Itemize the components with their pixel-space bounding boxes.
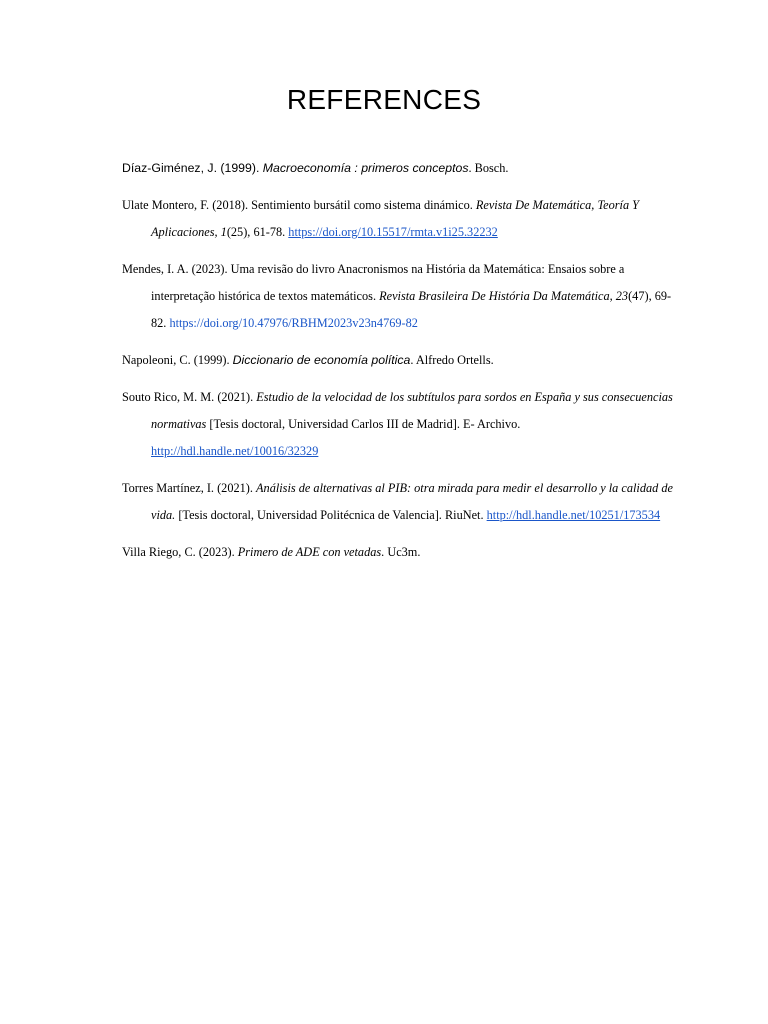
reference-title: Diccionario de economía política xyxy=(232,353,411,367)
reference-item xyxy=(122,256,678,337)
reference-title: Análisis de alternativas al PIB: otra mirada para medir el desarrollo y la calidad de vida. xyxy=(151,481,673,522)
page-title: REFERENCES xyxy=(286,84,482,115)
reference-publisher: . Alfredo Ortells. xyxy=(410,353,494,367)
reference-publisher: . Uc3m. xyxy=(381,545,421,559)
reference-journal: Revista Brasileira De História Da Matemática, 23 xyxy=(379,289,629,303)
reference-author-year: Díaz-Giménez, J. (1999). xyxy=(122,161,263,175)
reference-publisher: [Tesis doctoral, Universidad Politécnica de Valencia]. RiuNet. xyxy=(175,508,487,522)
reference-item xyxy=(122,475,678,529)
reference-title: Primero de ADE con vetadas xyxy=(237,545,382,559)
reference-author-year: Torres Martínez, I. (2021). xyxy=(122,481,257,495)
reference-list xyxy=(122,155,678,576)
reference-doi-link[interactable]: https://doi.org/10.15517/rmta.v1i25.32232 xyxy=(288,225,498,239)
reference-handle-link[interactable]: http://hdl.handle.net/10251/173534 xyxy=(486,508,661,522)
reference-author-year: Napoleoni, C. (1999). xyxy=(122,353,233,367)
reference-doi-link[interactable]: https://doi.org/10.47976/RBHM2023v23n4769-82 xyxy=(169,316,418,330)
reference-item xyxy=(122,539,678,566)
reference-publisher: [Tesis doctoral, Universidad Carlos III de Madrid]. E- Archivo. xyxy=(206,417,521,431)
reference-journal: Revista De Matemática, Teoría Y Aplicaciones, 1 xyxy=(151,198,640,239)
reference-issue-pages: (47), 69-82. xyxy=(151,289,672,330)
reference-handle-link[interactable]: http://hdl.handle.net/10016/32329 xyxy=(151,444,319,458)
reference-author-year: Ulate Montero, F. (2018). Sentimiento bursátil como sistema dinámico. xyxy=(122,198,476,212)
reference-author-year: Mendes, I. A. (2023). Uma revisão do livro Anacronismos na História da Matemática: Ensaios sobre a interpretação histórica de textos matemáticos. xyxy=(122,262,625,303)
reference-item xyxy=(122,384,678,465)
reference-item xyxy=(122,155,678,182)
reference-publisher: . Bosch. xyxy=(468,161,509,175)
reference-item xyxy=(122,347,678,374)
reference-author-year: Villa Riego, C. (2023). xyxy=(122,545,238,559)
reference-author-year: Souto Rico, M. M. (2021). xyxy=(122,390,257,404)
reference-title: Estudio de la velocidad de los subtítulos para sordos en España y sus consecuencias normativas xyxy=(151,390,673,431)
reference-item xyxy=(122,192,678,246)
reference-issue-pages: (25), 61-78. xyxy=(226,225,289,239)
reference-title: Macroeconomía : primeros conceptos xyxy=(262,161,469,175)
